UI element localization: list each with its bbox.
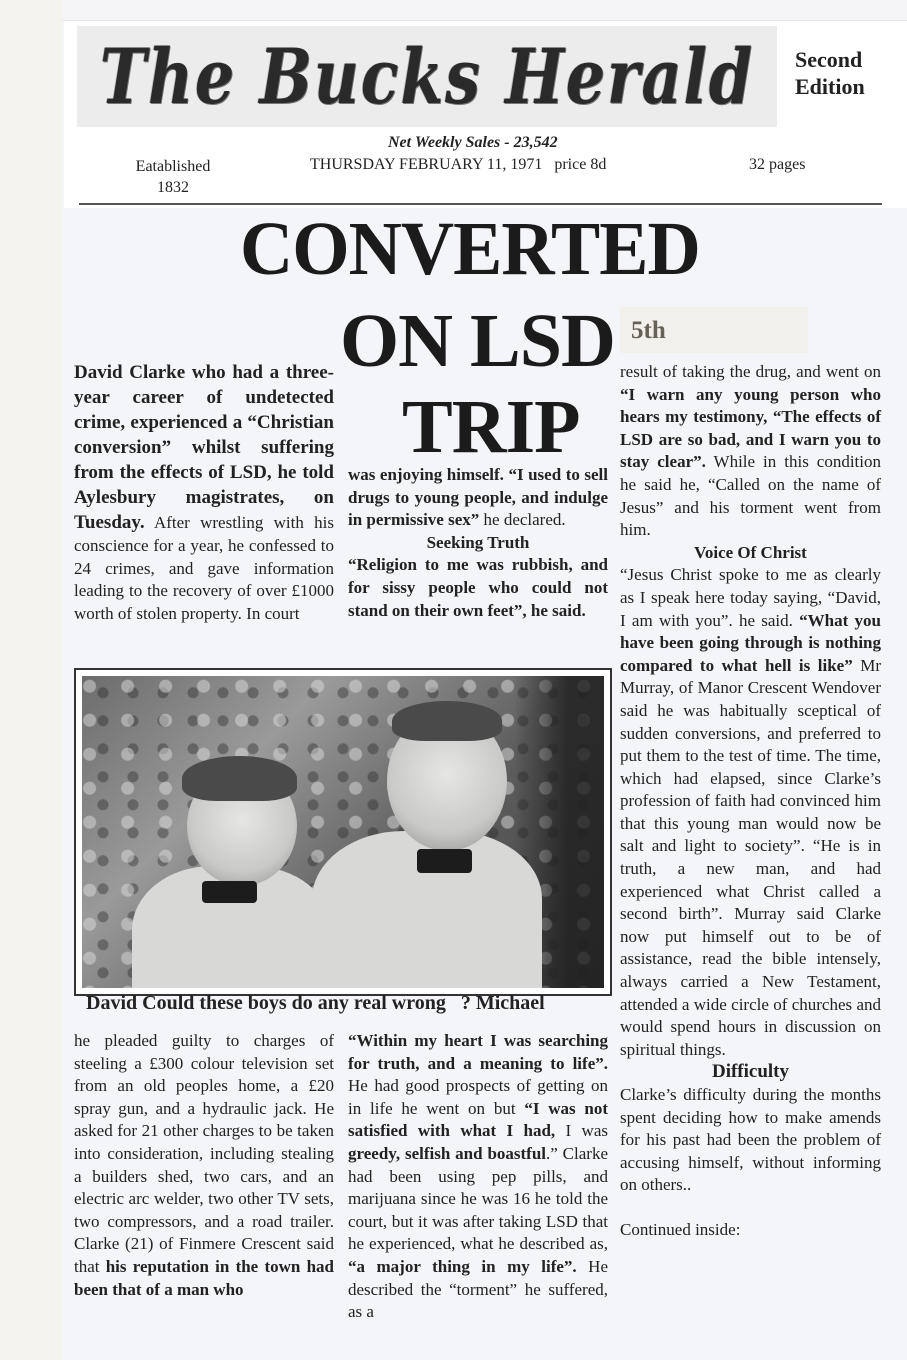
nameplate xyxy=(77,26,777,127)
left-boy-hair xyxy=(182,756,297,801)
quote-bold: his reputation in the town had been that of a man who xyxy=(74,1256,334,1299)
edition-label xyxy=(795,46,865,100)
article-col1-bottom xyxy=(74,1030,334,1301)
body-text: he declared. xyxy=(479,510,566,530)
body-text: result of taking the drug, and went on xyxy=(620,362,881,381)
subhead-seeking-truth: Seeking Truth xyxy=(426,532,530,552)
top-margin xyxy=(62,0,907,21)
body-text: He described the “torment” he suffered, as a xyxy=(348,1256,608,1322)
page-margin xyxy=(0,0,62,1360)
net-weekly-sales: Net Weekly Sales - 23,542 xyxy=(388,134,558,151)
body-text: he pleaded guilty to charges of steeling a £300 colour television set from an old peoples home, a £20 spray gun, and a hydraulic jack. He asked for 21 other charges to be taken into consideration, including stealing a builders shed, two cars, and an electric arc welder, two other TV sets, two compressors, and a road trailer. Clarke (21) of Finmere Crescent said that xyxy=(74,1031,334,1276)
article-col3 xyxy=(620,361,881,1242)
left-boy-bowtie xyxy=(202,881,257,903)
headline-line-2: ON LSD xyxy=(340,299,615,383)
quote-bold: “What you have been going through is nothing compared to what hell is like” xyxy=(620,610,881,675)
quote-bold: “a major thing in my life”. xyxy=(348,1256,577,1276)
headline-line-3: TRIP xyxy=(402,385,580,469)
subhead-difficulty: Difficulty xyxy=(711,1061,790,1083)
article-col1-top xyxy=(74,360,334,625)
badge-box xyxy=(620,307,808,353)
photo-two-boys xyxy=(82,676,604,988)
body-text: Clarke’s difficulty during the months spent deciding how to make amends for his past had been the problem of accusing himself, without informing on others.. xyxy=(620,1085,881,1195)
continued-inside: Continued inside: xyxy=(620,1219,741,1239)
quote-bold: “I was not satisfied with what I had, xyxy=(348,1098,608,1141)
established-year: 1832 xyxy=(157,179,189,196)
headline-line-1: CONVERTED xyxy=(240,207,700,291)
right-boy-hair xyxy=(392,701,502,741)
page-count: 32 pages xyxy=(749,156,806,173)
quote-bold: “Religion to me was rubbish, and for sissy people who could not stand on their own feet”, he said. xyxy=(348,555,608,620)
lead-paragraph: David Clarke who had a three-year career of undetected crime, experienced a “Christian conversion” whilst suffering from the effects of LSD, he told Aylesbury magistrates, on Tuesday. xyxy=(74,362,334,533)
body-text: I was xyxy=(555,1121,608,1141)
article-col2-bottom xyxy=(348,1030,608,1324)
badge-text: 5th xyxy=(631,317,666,344)
established-label xyxy=(118,156,228,198)
dateline: THURSDAY FEBRUARY 11, 1971 price 8d xyxy=(310,156,607,173)
body-text: He had good prospects of getting on in life he went on but xyxy=(348,1076,608,1118)
article-col2-top xyxy=(348,464,608,622)
quote-bold: was enjoying himself. “I used to sell drugs to young people, and indulge in permissive sex” xyxy=(348,465,608,530)
subhead-voice-of-christ: Voice Of Christ xyxy=(694,542,807,562)
body-text: “Jesus Christ spoke to me as clearly as I speak here today saying, “David, I am with you”. he said. xyxy=(620,565,881,630)
newspaper-title: The Bucks Herald xyxy=(99,32,755,121)
body-text: While in this condition he said he, “Called on the name of Jesus” and his torment went from him. xyxy=(620,452,882,540)
body-text: Mr Murray, of Manor Crescent Wendover said he was habitually sceptical of sudden conversions, and preferred to put them to the test of time. The time, which had elapsed, since Clarke’s profession of faith had convinced him that this young man would now be salt and light to society”. “He is in truth, a new man, and had experienced what Christ called a second birth”. Murray said Clarke now put himself out to be of assistance, read the bible intensely, always carried a New Testament, attended a wide circle of churches and would spend hours in discussion on spiritual things. xyxy=(620,655,882,1059)
body-text: After wrestling with his conscience for a year, he confessed to 24 crimes, and gave information leading to the recovery of over £1000 worth of stolen property. In court xyxy=(74,513,334,623)
photo-caption: David Could these boys do any real wrong ? Michael xyxy=(86,992,545,1014)
edition-line-2: Edition xyxy=(795,74,865,99)
photo-frame xyxy=(74,668,612,996)
edition-line-1: Second xyxy=(795,47,863,72)
quote-bold: greedy, selfish and boastful xyxy=(348,1143,547,1163)
quote-bold: “Within my heart I was searching for truth, and a meaning to life”. xyxy=(348,1031,608,1073)
right-boy-bowtie xyxy=(417,849,472,873)
body-text: .” Clarke had been using pep pills, and marijuana since he was 16 he told the court, but it was after taking LSD that he experienced, what he described as, xyxy=(348,1143,608,1254)
established-text: Eatablished xyxy=(135,158,211,175)
quote-bold: “I warn any young person who hears my testimony, “The effects of LSD are so bad, and I warn you to stay clear”. xyxy=(620,384,881,472)
